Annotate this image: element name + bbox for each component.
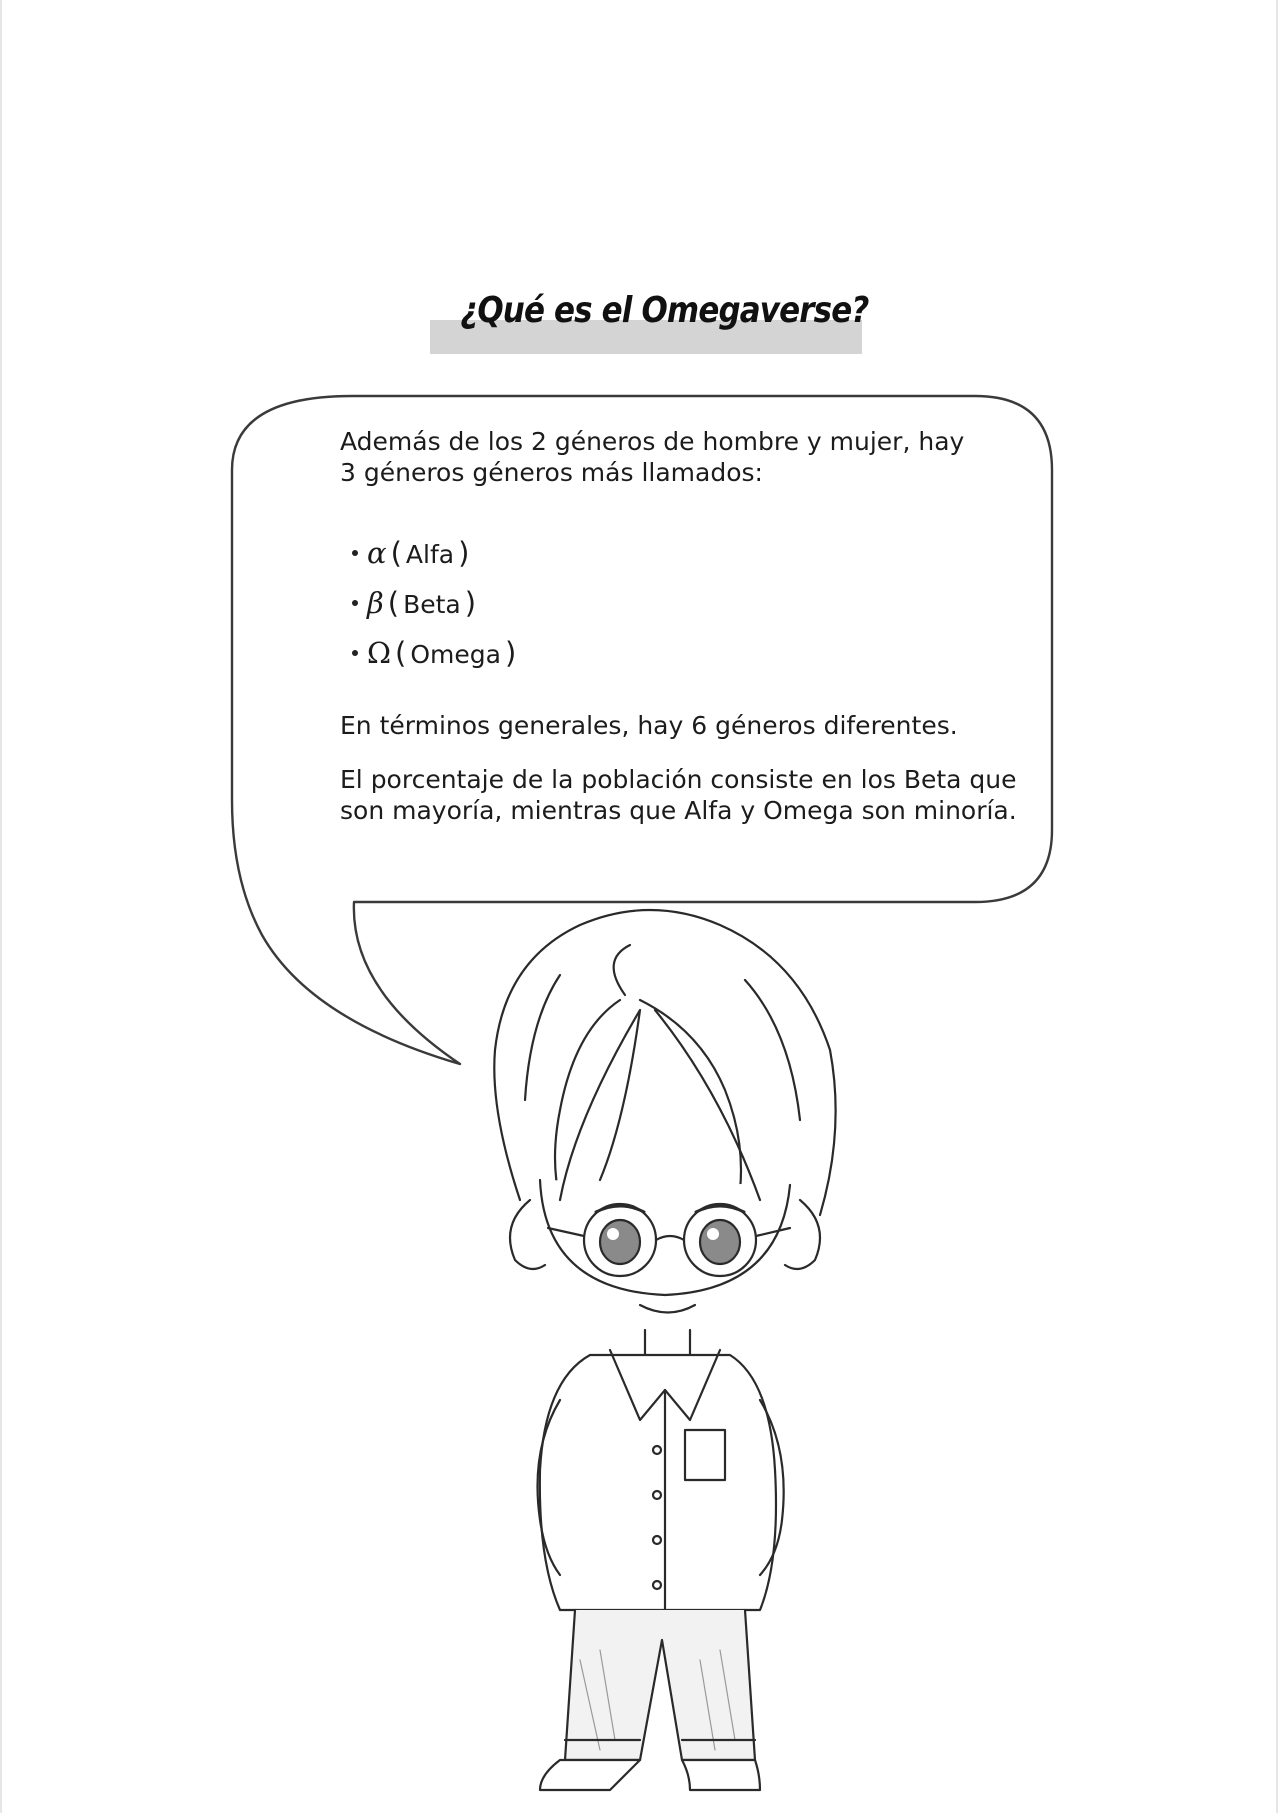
- gender-item-beta: β ( Beta ): [352, 578, 1040, 628]
- gender-symbol: Ω: [367, 636, 392, 670]
- gender-name: Omega: [410, 640, 501, 669]
- intro-text: Además de los 2 géneros de hombre y mujer, hay 3 géneros géneros más llamados:: [340, 427, 965, 487]
- page-title: ¿Qué es el Omegaverse?: [460, 290, 869, 331]
- gender-name: Beta: [403, 590, 461, 619]
- gender-item-omega: Ω ( Omega ): [352, 628, 1040, 678]
- population-text: El porcentaje de la población consiste en los Beta que son mayoría, mientras que Alfa y Omega son minoría.: [340, 765, 1017, 825]
- gender-item-alfa: α ( Alfa ): [352, 528, 1040, 578]
- gender-name: Alfa: [405, 540, 455, 569]
- summary-text: En términos generales, hay 6 géneros diferentes.: [340, 711, 958, 740]
- gender-symbol: β: [367, 586, 384, 620]
- gender-symbol: α: [367, 536, 387, 570]
